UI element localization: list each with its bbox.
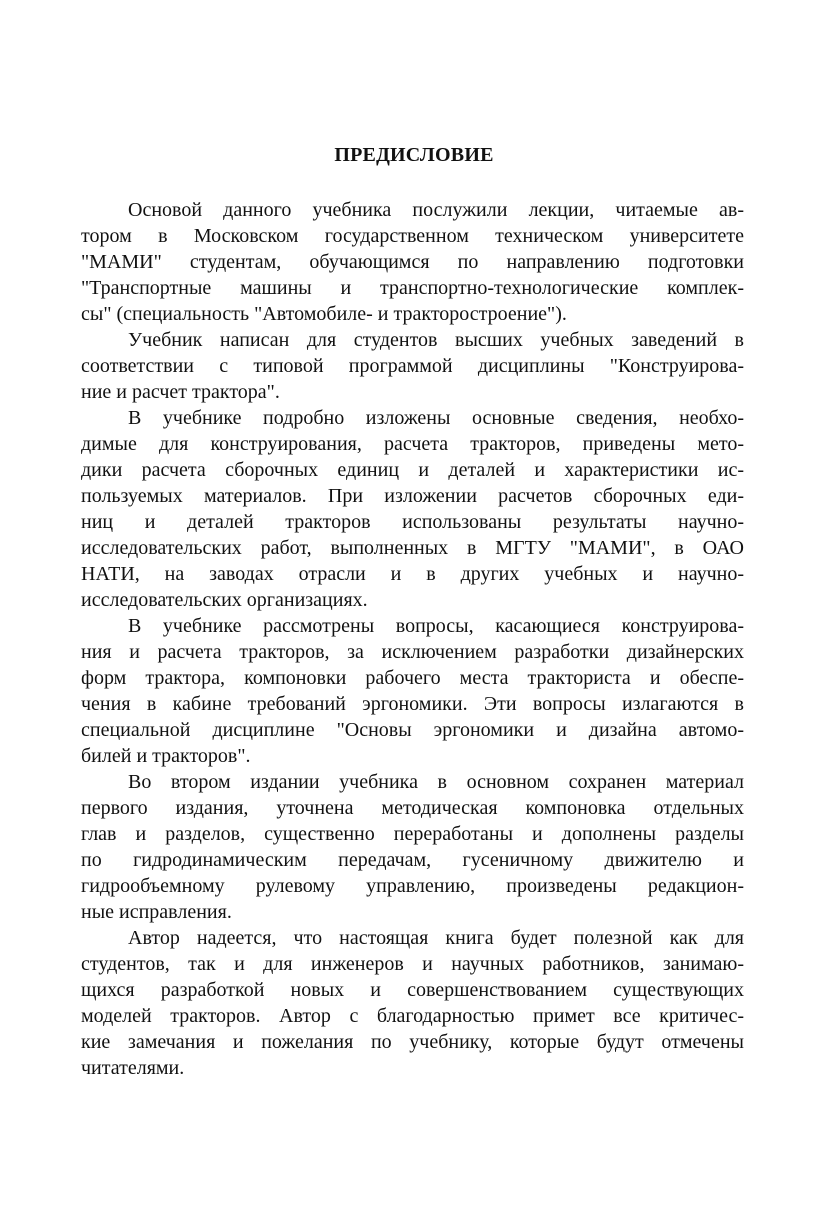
text-line: димые для конструирования, расчета тракторов, приведены мето-	[81, 433, 744, 455]
text-line: первого издания, уточнена методическая компоновка отдельных	[81, 797, 744, 819]
text-line: моделей тракторов. Автор с благодарностью примет все критичес-	[81, 1005, 744, 1027]
text-line: щихся разработкой новых и совершенствованием существующих	[81, 979, 744, 1001]
text-line: ные исправления.	[81, 901, 232, 923]
text-line: чения в кабине требований эргономики. Эти вопросы излагаются в	[81, 693, 744, 715]
text-line: читателями.	[81, 1057, 185, 1079]
text-line: НАТИ, на заводах отрасли и в других учебных и научно-	[81, 563, 744, 585]
text-line: Во втором издании учебника в основном сохранен материал	[128, 771, 744, 793]
text-line: ние и расчет трактора".	[81, 381, 280, 403]
text-line: "Транспортные машины и транспортно-технологические комплек-	[81, 277, 744, 299]
page-title: ПРЕДИСЛОВИЕ	[334, 144, 494, 166]
text-line: Основой данного учебника послужили лекции, читаемые ав-	[128, 199, 744, 221]
text-line: специальной дисциплине "Основы эргономики и дизайна автомо-	[81, 719, 744, 741]
text-line: форм трактора, компоновки рабочего места тракториста и обеспе-	[81, 667, 744, 689]
text-line: Учебник написан для студентов высших учебных заведений в	[128, 329, 744, 351]
text-line: исследовательских организациях.	[81, 589, 368, 611]
text-line: пользуемых материалов. При изложении расчетов сборочных еди-	[81, 485, 744, 507]
text-line: ния и расчета тракторов, за исключением разработки дизайнерских	[81, 641, 744, 663]
text-line: глав и разделов, существенно переработаны и дополнены разделы	[81, 823, 744, 845]
text-line: соответствии с типовой программой дисциплины "Конструирова-	[81, 355, 744, 377]
text-line: В учебнике рассмотрены вопросы, касающиеся конструирова-	[128, 615, 744, 637]
text-line: "МАМИ" студентам, обучающимся по направлению подготовки	[81, 251, 744, 273]
text-line: тором в Московском государственном техническом университете	[81, 225, 744, 247]
text-line: по гидродинамическим передачам, гусеничному движителю и	[81, 849, 744, 871]
text-line: дики расчета сборочных единиц и деталей и характеристики ис-	[81, 459, 744, 481]
text-line: кие замечания и пожелания по учебнику, которые будут отмечены	[81, 1031, 744, 1053]
text-line: исследовательских работ, выполненных в МГТУ "МАМИ", в ОАО	[81, 537, 744, 559]
text-line: Автор надеется, что настоящая книга будет полезной как для	[128, 927, 744, 949]
text-line: сы" (специальность "Автомобиле- и тракторостроение").	[81, 303, 567, 325]
text-line: студентов, так и для инженеров и научных работников, занимаю-	[81, 953, 744, 975]
text-line: В учебнике подробно изложены основные сведения, необхо-	[128, 407, 744, 429]
text-line: билей и тракторов".	[81, 745, 251, 767]
text-line: ниц и деталей тракторов использованы результаты научно-	[81, 511, 744, 533]
text-line: гидрообъемному рулевому управлению, произведены редакцион-	[81, 875, 744, 897]
